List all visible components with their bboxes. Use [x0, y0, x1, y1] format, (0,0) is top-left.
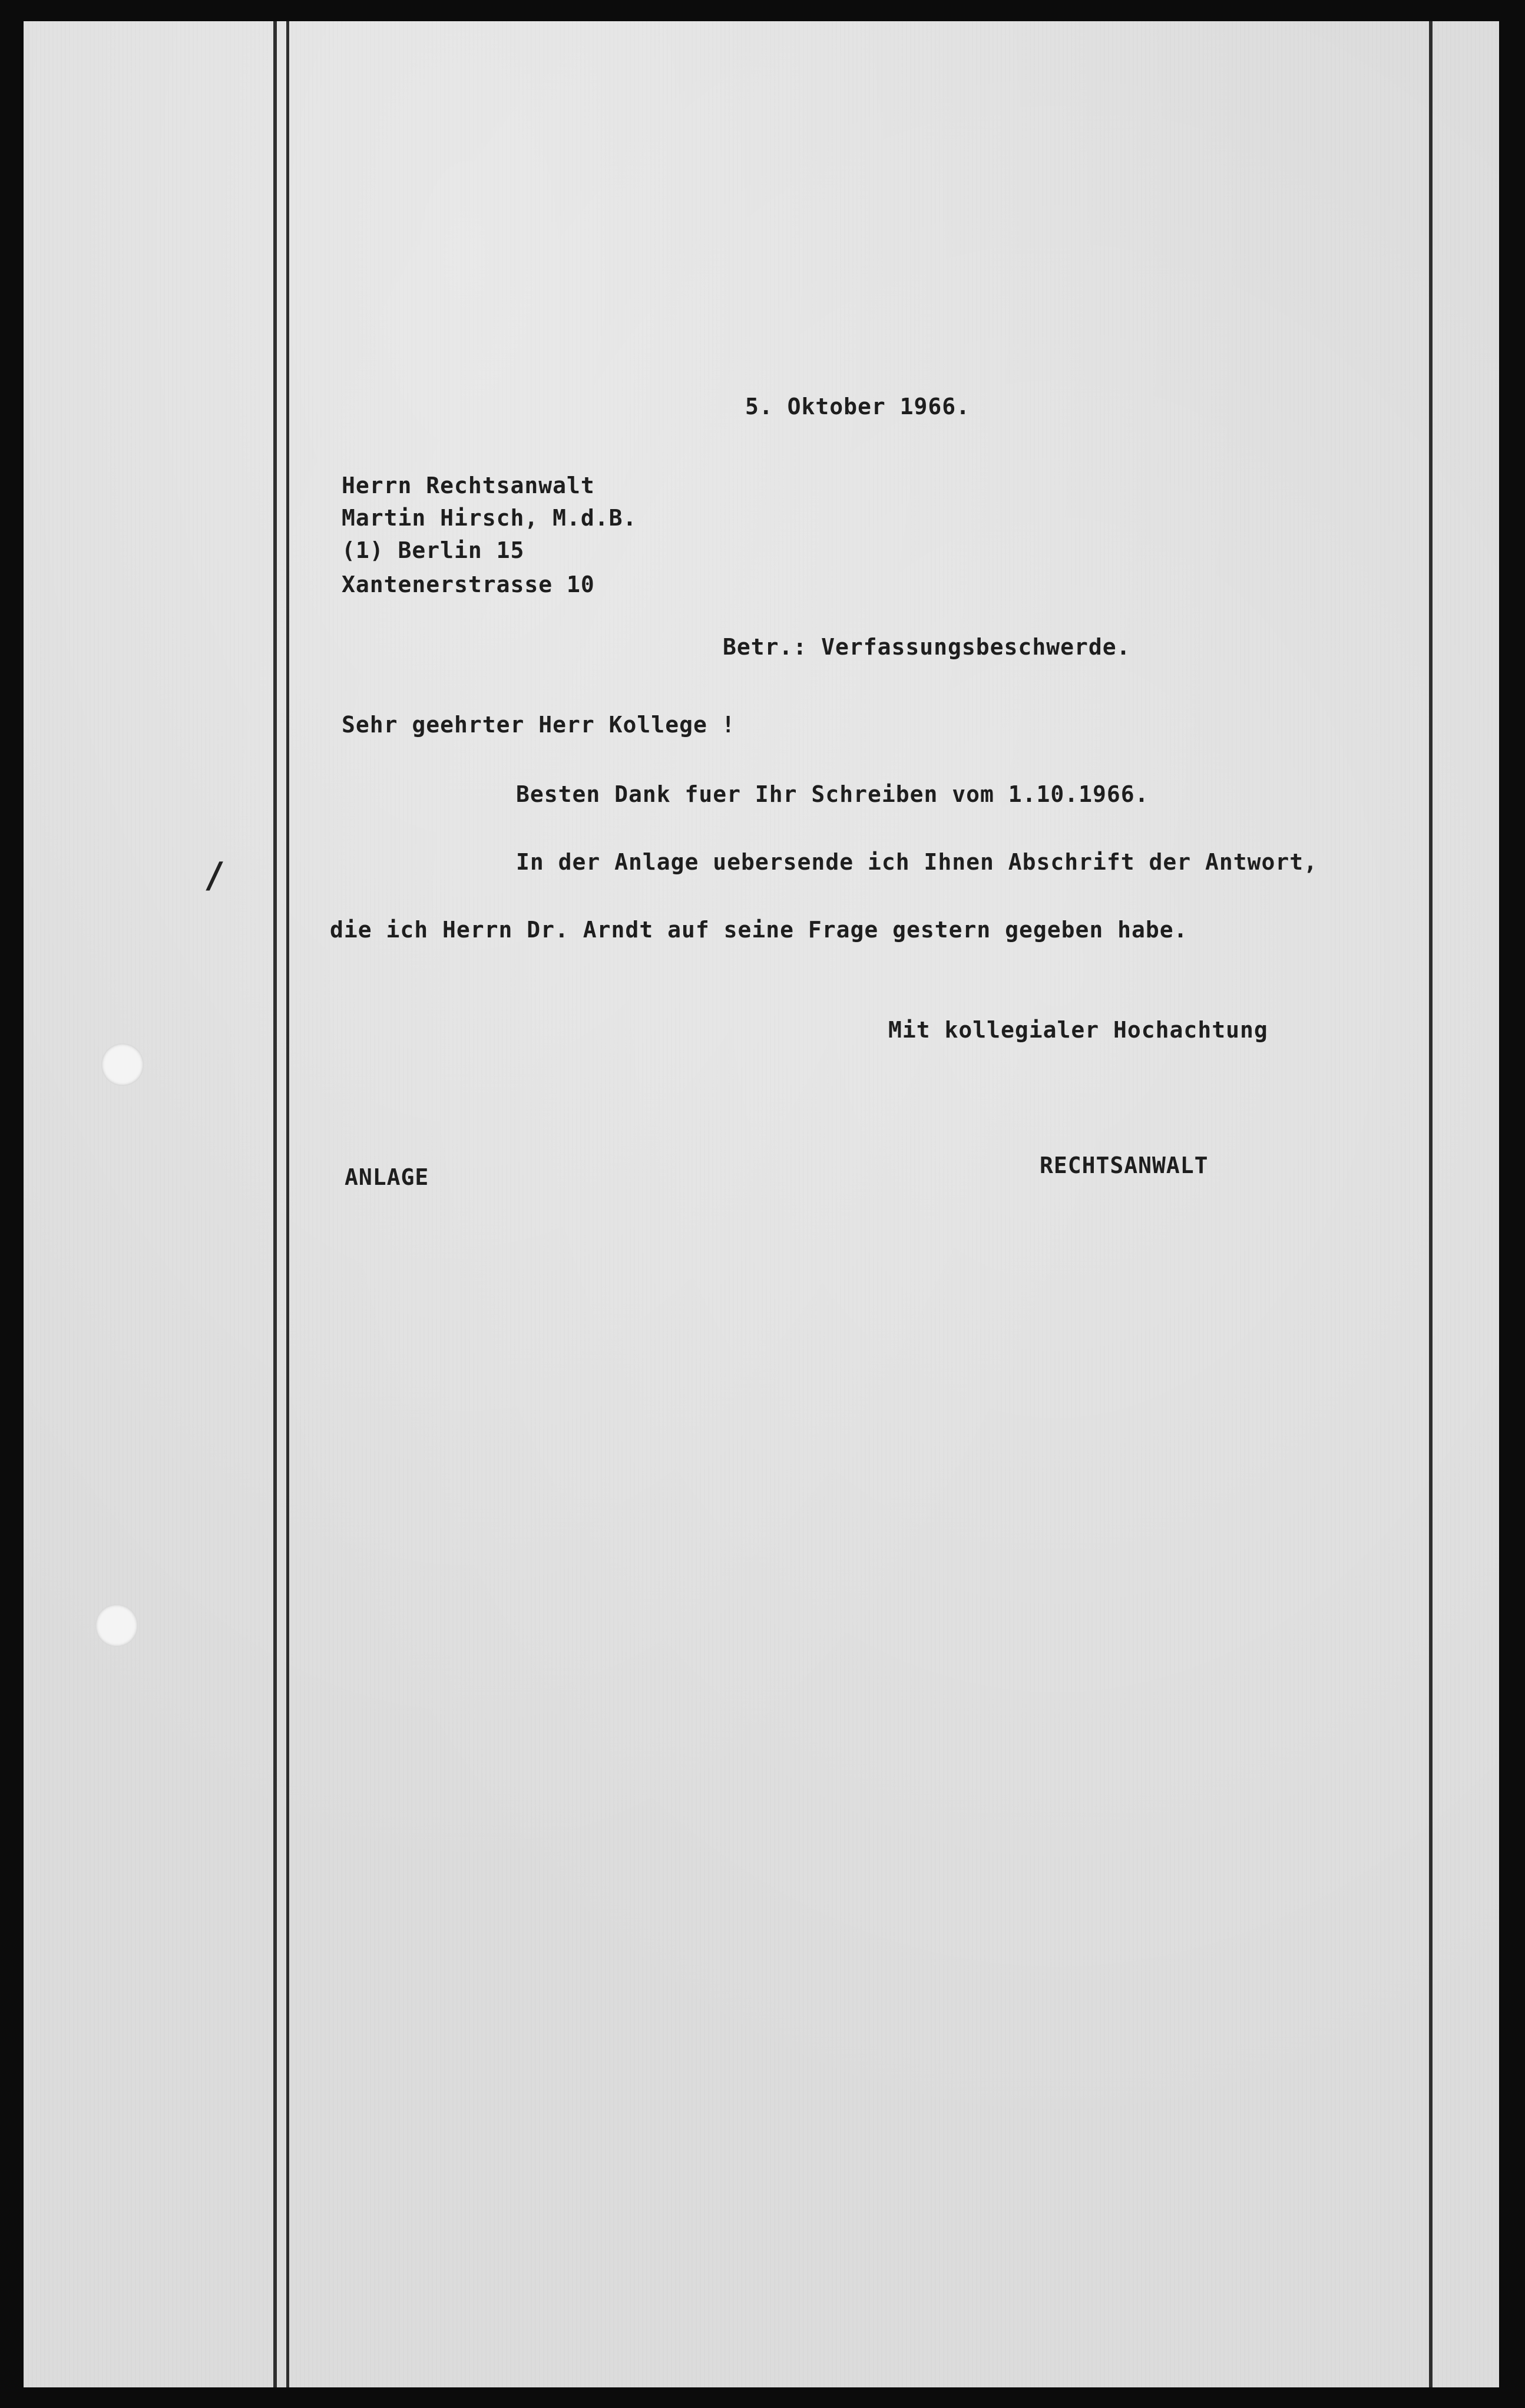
margin-mark: /	[204, 855, 226, 896]
body-paragraph-2-line-2: die ich Herrn Dr. Arndt auf seine Frage gestern gegeben habe.	[330, 917, 1188, 943]
recipient-line-4: Xantenerstrasse 10	[342, 572, 595, 597]
left-margin-rule	[273, 21, 277, 2387]
body-paragraph-1: Besten Dank fuer Ihr Schreiben vom 1.10.1966.	[516, 781, 1149, 807]
closing: Mit kollegialer Hochachtung	[888, 1017, 1268, 1043]
salutation: Sehr geehrter Herr Kollege !	[342, 712, 736, 738]
signature-title: RECHTSANWALT	[1040, 1152, 1209, 1178]
recipient-line-3: (1) Berlin 15	[342, 537, 525, 563]
recipient-line-2: Martin Hirsch, M.d.B.	[342, 505, 637, 531]
letter-page	[24, 21, 1499, 2387]
recipient-line-1: Herrn Rechtsanwalt	[342, 473, 595, 498]
body-paragraph-2-line-1: In der Anlage uebersende ich Ihnen Abschrift der Antwort,	[516, 849, 1318, 875]
subject-line: Betr.: Verfassungsbeschwerde.	[723, 634, 1131, 660]
enclosure-label: ANLAGE	[345, 1164, 429, 1190]
letter-date: 5. Oktober 1966.	[745, 394, 971, 419]
right-margin-rule	[1429, 21, 1433, 2387]
punch-hole-bottom	[95, 1604, 138, 1647]
punch-hole-top	[101, 1043, 144, 1086]
left-margin-rule-inner	[286, 21, 289, 2387]
